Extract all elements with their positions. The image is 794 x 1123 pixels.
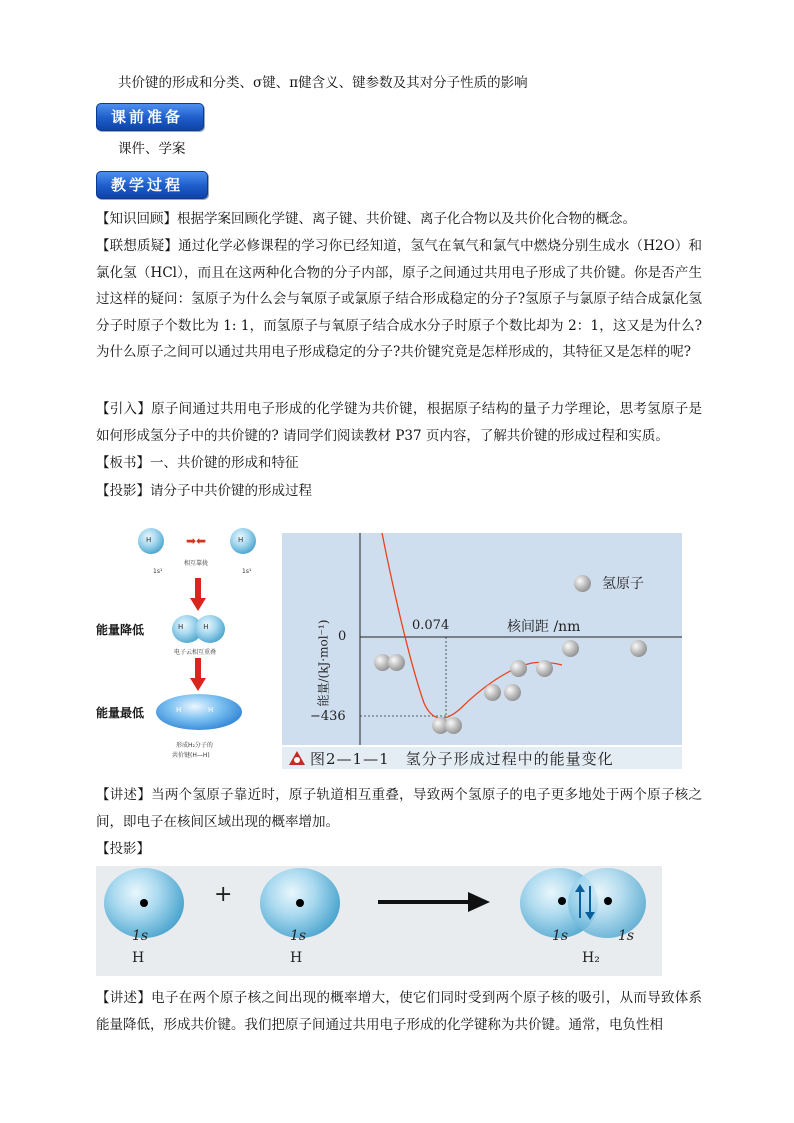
y-axis-label: 能量/(kJ·mol⁻¹) [316, 619, 331, 707]
prep-content: 课件、学案 [118, 141, 186, 157]
paragraph-projection [96, 478, 702, 505]
paragraph-text: 通过化学必修课程的学习你已经知道，氢气在氧气和氯气中燃烧分别生成水（H2O）和氯化氢（HCl），而且在这两种化合物的分子内部，原子之间通过共用电子形成了共价键。你是否产生过这样的疑问：氢原子为什么会与氧原子或氯原子结合形成稳定的分子?氢原子与氯原子结合成氯化氢分子时原子个数比为 1: 1，而氢原子与氧原子结合成水分子时原子个数比却为 2：1，这又是为什么?为什么原子之间可以通过共用电子形成稳定的分子?共价键究竟是怎样形成的，其特征又是怎样的呢? [96, 238, 703, 360]
electron-spin-arrows-icon [570, 882, 600, 922]
orbital-label: 1s [290, 928, 307, 944]
down-arrow-icon [190, 578, 206, 612]
orbital-label: 1s¹ [242, 568, 252, 575]
down-arrow-icon [190, 658, 206, 692]
section-badge-process: 教学过程 [96, 171, 208, 199]
orbital-label: 1s [552, 928, 569, 944]
caption-line2: 共价键(H—H) [172, 752, 210, 759]
paragraph-intro [96, 396, 702, 449]
paragraph-review [96, 206, 702, 233]
energy-chart [282, 533, 682, 745]
atom-pair-point [484, 684, 501, 701]
chart-caption: 图2—1—1 氢分子形成过程中的能量变化 [310, 750, 614, 768]
paragraph-tag: 【引入】 [96, 401, 152, 417]
x-axis-label: 核间距 /nm [507, 619, 581, 635]
atom-label: H [146, 536, 152, 544]
orbital-label: 1s [132, 928, 149, 944]
molecule-label: H₂ [582, 950, 600, 966]
chart-caption-bar [282, 747, 682, 769]
atom-pair-point [536, 660, 553, 677]
h2-formation-diagram: H H ➡⬅ 相互靠拢 1s¹ 1s¹ 能量降低 H H 电子云相互重叠 能量最低 H H 形成H₂分子的 共价键(H—H) [96, 518, 270, 776]
paragraph-tag: 【联想质疑】 [96, 238, 179, 254]
paragraph-tag: 【讲述】 [96, 990, 152, 1006]
tick-zero-label: 0 [338, 629, 347, 644]
tick-x-label: 0.074 [412, 618, 450, 633]
energy-down-label: 能量降低 [96, 623, 145, 637]
atom-label: H [290, 950, 303, 966]
reaction-arrow-icon [378, 892, 490, 912]
atom-pair-point [630, 640, 647, 657]
legend-label: 氢原子 [602, 576, 644, 592]
caption-triangle-icon [288, 750, 306, 766]
nucleus-dot [558, 897, 566, 905]
paragraph-text: 请分子中共价键的形成过程 [150, 483, 312, 499]
tick-min-label: −436 [310, 709, 346, 724]
paragraph-tag: 【投影】 [96, 841, 150, 857]
paragraph-question [96, 233, 702, 366]
atom-pair-point [510, 660, 527, 677]
atom-pair-point [445, 717, 462, 734]
plus-sign: + [214, 882, 233, 907]
section-badge-prep: 课前准备 [96, 103, 204, 131]
paragraph-text: 一、共价键的形成和特征 [150, 455, 299, 471]
paragraph-text: 原子间通过共用电子形成的化学键为共价键，根据原子结构的量子力学理论，思考氢原子是如何形成氢分子中的共价键的? 请同学们阅读教材 P37 页内容，了解共价键的形成过程和实质。 [96, 401, 703, 444]
atom-label: H [238, 536, 244, 544]
paragraph-text: 根据学案回顾化学键、离子键、共价键、离子化合物以及共价化合物的概念。 [177, 211, 636, 227]
atom-pair-point [504, 684, 521, 701]
paragraph-tag: 【知识回顾】 [96, 211, 177, 227]
overlap-text: 电子云相互重叠 [174, 649, 217, 656]
atom-label: H [132, 950, 145, 966]
nucleus-dot [604, 897, 612, 905]
paragraph-explain-2 [96, 985, 702, 1038]
approach-text: 相互靠拢 [184, 560, 209, 567]
approach-arrows-icon: ➡⬅ [186, 534, 207, 548]
nucleus-dot [140, 899, 148, 907]
orbital-label: 1s [618, 928, 635, 944]
paragraph-tag: 【板书】 [96, 455, 150, 471]
atom-pair-point [562, 640, 579, 657]
paragraph-tag: 【投影】 [96, 483, 150, 499]
paragraph-projection-2 [96, 836, 702, 863]
nucleus-dot [296, 899, 304, 907]
paragraph-explain-1 [96, 782, 702, 835]
energy-min-label: 能量最低 [96, 706, 145, 720]
paragraph-text: 当两个氢原子靠近时，原子轨道相互重叠，导致两个氢原子的电子更多地处于两个原子核之间，即电子在核间区域出现的概率增加。 [96, 787, 703, 830]
paragraph-text: 电子在两个原子核之间出现的概率增大，使它们同时受到两个原子核的吸引，从而导致体系能量降低，形成共价键。我们把原子间通过共用电子形成的化学键称为共价键。通常，电负性相 [96, 990, 703, 1033]
objectives-line: 共价键的形成和分类、σ键、π健含义、键参数及其对分子性质的影响 [118, 75, 528, 91]
paragraph-tag: 【讲述】 [96, 787, 152, 803]
orbital-label: 1s¹ [153, 568, 163, 575]
legend-atom-icon [574, 575, 591, 592]
atom-pair-point [388, 654, 405, 671]
caption-line1: 形成H₂分子的 [176, 742, 213, 749]
paragraph-board [96, 450, 702, 477]
orbital-overlap-figure [96, 866, 662, 976]
